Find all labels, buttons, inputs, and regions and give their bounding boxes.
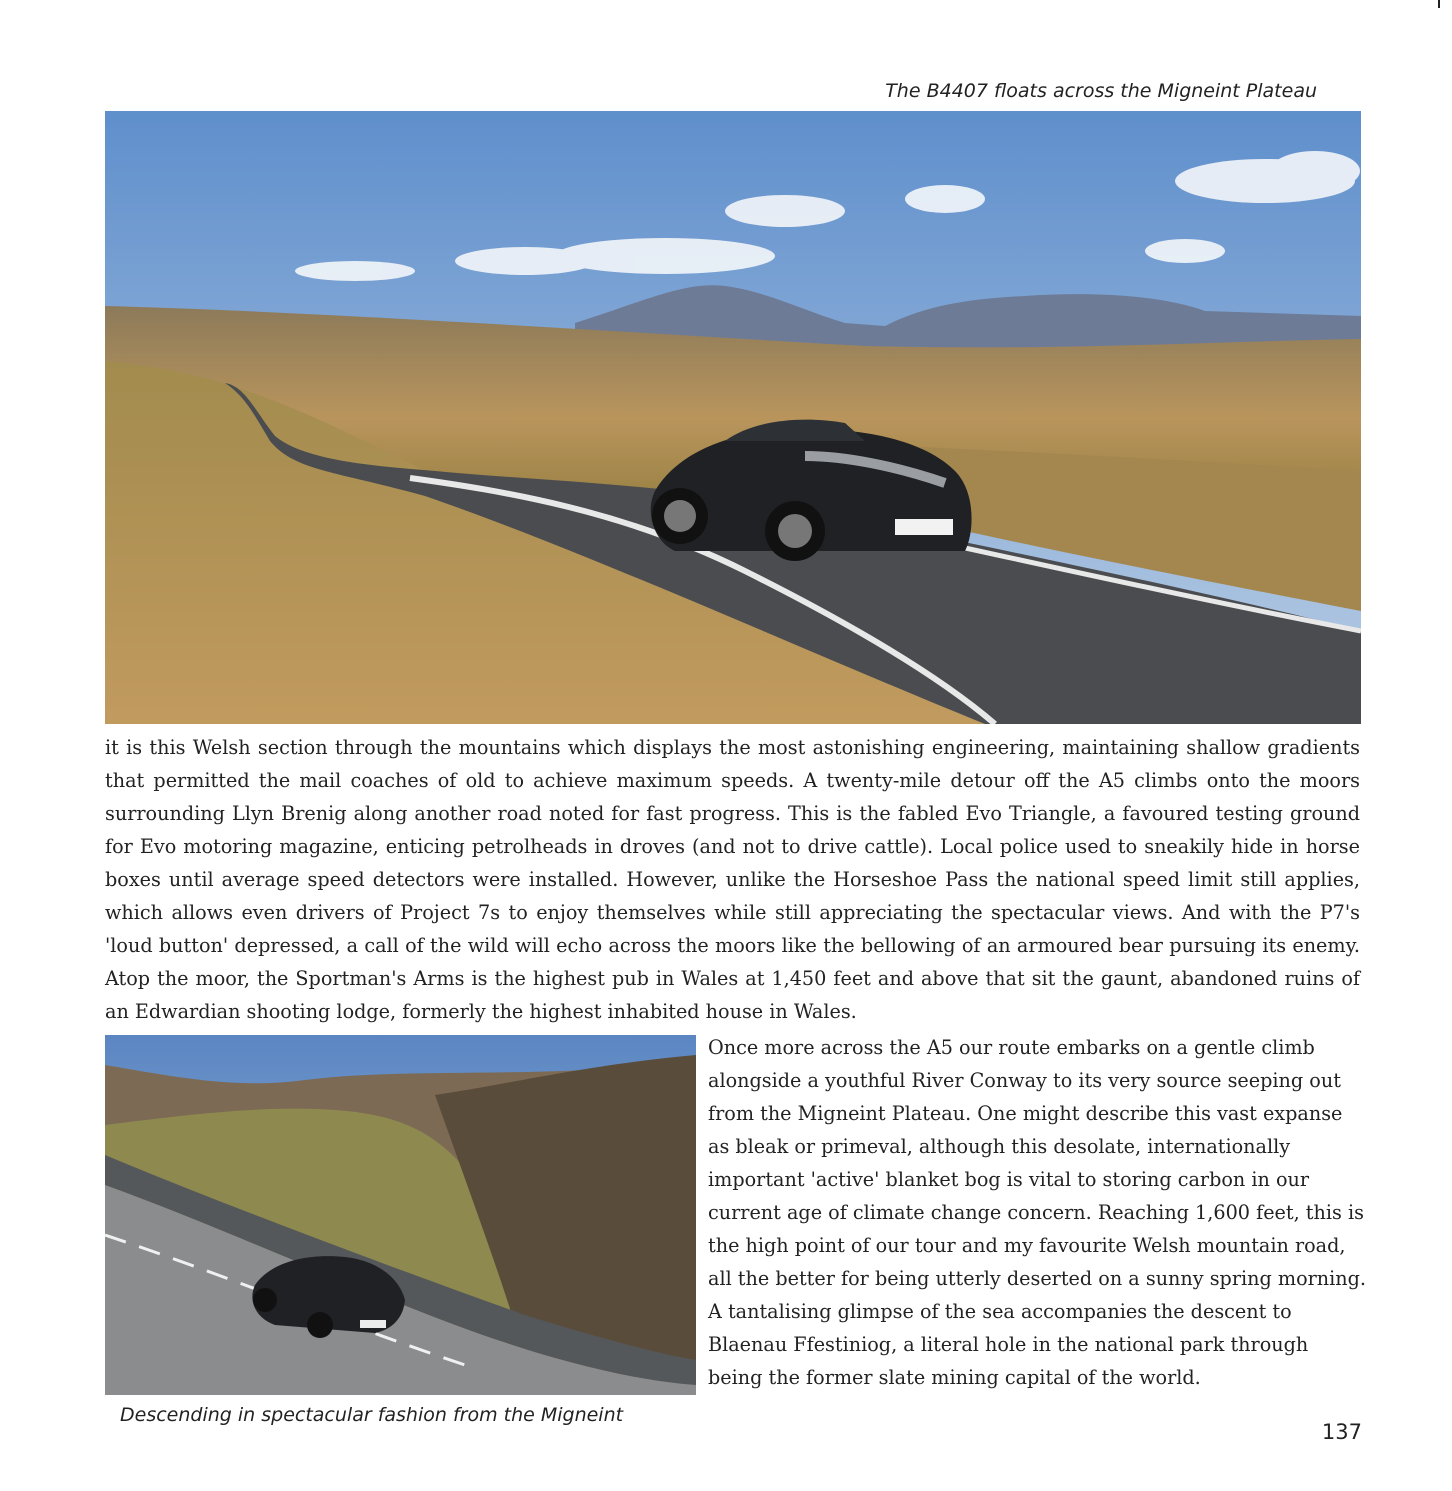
page-number: 137 bbox=[1321, 1420, 1362, 1444]
moorland-road-illustration bbox=[105, 111, 1361, 724]
top-landscape-photo bbox=[105, 111, 1361, 724]
side-body-paragraph: Once more across the A5 our route embarks on a gentle climb alongside a youthful River Conway to its very source seeping out from the Migneint Plateau. One might describe this vast expanse as bleak or primeval, although this desolate, internationally important 'active' blanket bog is vital to storing carbon in our current age of climate change concern. Reaching 1,600 feet, this is the high point of our tour and my favourite Welsh mountain road, all the better for being utterly deserted on a sunny spring morning. A tantalising glimpse of the sea accompanies the descent to Blaenau Ffestiniog, a literal hole in the national park through being the former slate mining capital of the world. bbox=[708, 1036, 1367, 1389]
top-photo-caption: The B4407 floats across the Migneint Plateau bbox=[885, 80, 1317, 102]
bottom-gorge-photo bbox=[105, 1035, 696, 1395]
bottom-photo-caption: Descending in spectacular fashion from the Migneint bbox=[120, 1404, 624, 1426]
main-body-paragraph: it is this Welsh section through the mountains which displays the most astonishing engineering, maintaining shallow gradients that permitted the mail coaches of old to achieve maximum speeds. A twenty-mile detour off the A5 climbs onto the moors surrounding Llyn Brenig along another road noted for fast progress. This is the fabled Evo Triangle, a favoured testing ground for Evo motoring magazine, enticing petrolheads in droves (and not to drive cattle). Local police used to sneakily hide in horse boxes until average speed detectors were installed. However, unlike the Horseshoe Pass the national speed limit still applies, which allows even drivers of Project 7s to enjoy themselves while still appreciating the spectacular views. And with the P7's 'loud button' depressed, a call of the wild will echo across the moors like the bellowing of an armoured bear pursuing its enemy. Atop the moor, the Sportman's Arms is the highest pub in Wales at 1,450 feet and above that sit the gaunt, abandoned ruins of an Edwardian shooting lodge, formerly the highest inhabited house in Wales. bbox=[105, 736, 1360, 1023]
gorge-road-illustration bbox=[105, 1035, 696, 1395]
page-corner-mark bbox=[1438, 0, 1440, 8]
